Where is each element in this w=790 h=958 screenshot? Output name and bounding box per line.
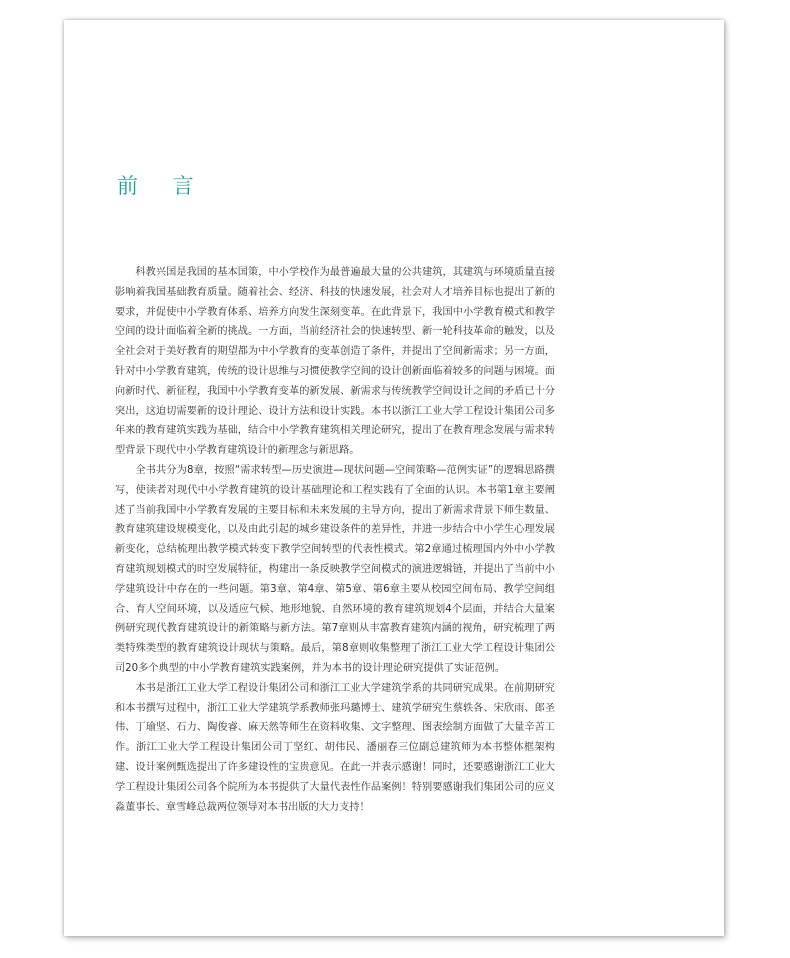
preface-body xyxy=(115,263,555,817)
paragraph-3: 本书是浙江工业大学工程设计集团公司和浙江工业大学建筑学系的共同研究成果。在前期研究和本书撰写过程中，浙江工业大学建筑学系教师张玛璐博士、建筑学研究生蔡轶各、宋欣雨、郎圣伟、丁瑜坚、石力、陶俊睿、麻天然等师生在资料收集、文字整理、图表绘制方面做了大量辛苦工作。浙江工业大学工程设计集团公司丁坚红、胡伟民、潘丽春三位副总建筑师为本书整体框架构建、设计案例甄选提出了许多建设性的宝贵意见。在此一并表示感谢！同时，还要感谢浙江工业大学工程设计集团公司各个院所为本书提供了大量代表性作品案例！特别要感谢我们集团公司的应义淼董事长、章雪峰总裁两位领导对本书出版的大力支持！ xyxy=(115,682,555,813)
paragraph-1: 科教兴国是我国的基本国策，中小学校作为最普遍最大量的公共建筑，其建筑与环境质量直接影响着我国基础教育质量。随着社会、经济、科技的快速发展，社会对人才培养目标也提出了新的要求，并促使中小学教育体系、培养方向发生深刻变革。在此背景下，我国中小学教育模式和教学空间的设计面临着全新的挑战。一方面，当前经济社会的快速转型、新一轮科技革命的触发，以及全社会对于美好教育的期望都为中小学教育的变革创造了条件，并提出了空间新需求；另一方面，针对中小学教育建筑，传统的设计思维与习惯使教学空间的设计创新面临着较多的问题与困境。面向新时代、新征程，我国中小学教育变革的新发展、新需求与传统教学空间设计之间的矛盾已十分突出，这迫切需要新的设计理论、设计方法和设计实践。本书以浙江工业大学工程设计集团公司多年来的教育建筑实践为基础，结合中小学教育建筑相关理论研究，提出了在教育理念发展与需求转型背景下现代中小学教育建筑设计的新理念与新思路。 xyxy=(115,267,555,457)
paragraph-2: 全书共分为8章，按照“需求转型—历史演进—现状问题—空间策略—范例实证”的逻辑思路撰写，使读者对现代中小学教育建筑的设计基础理论和工程实践有了全面的认识。本书第1章主要阐述了当前我国中小学教育发展的主要目标和未来发展的主导方向，提出了新需求背景下师生数量、教育建筑建设规模变化，以及由此引起的城乡建设条件的差异性，并进一步结合中小学生心理发展新变化，总结梳理出教学模式转变下教学空间转型的代表性模式。第2章通过梳理国内外中小学教育建筑规划模式的时空发展特征，构建出一条反映教学空间模式的演进逻辑链，并提出了当前中小学建筑设计中存在的一些问题。第3章、第4章、第5章、第6章主要从校园空间布局、教学空间组合、育人空间环境，以及适应气候、地形地貌、自然环境的教育建筑规划4个层面，并结合大量案例研究现代教育建筑设计的新策略与新方法。第7章则从丰富教育建筑内涵的视角，研究梳理了两类特殊类型的教育建筑设计现状与策略。最后，第8章则收集整理了浙江工业大学工程设计集团公司20多个典型的中小学教育建筑实践案例，并为本书的设计理论研究提供了实证范例。 xyxy=(115,464,555,674)
document-page xyxy=(64,20,724,936)
page-heading: 前 言 xyxy=(117,174,208,198)
